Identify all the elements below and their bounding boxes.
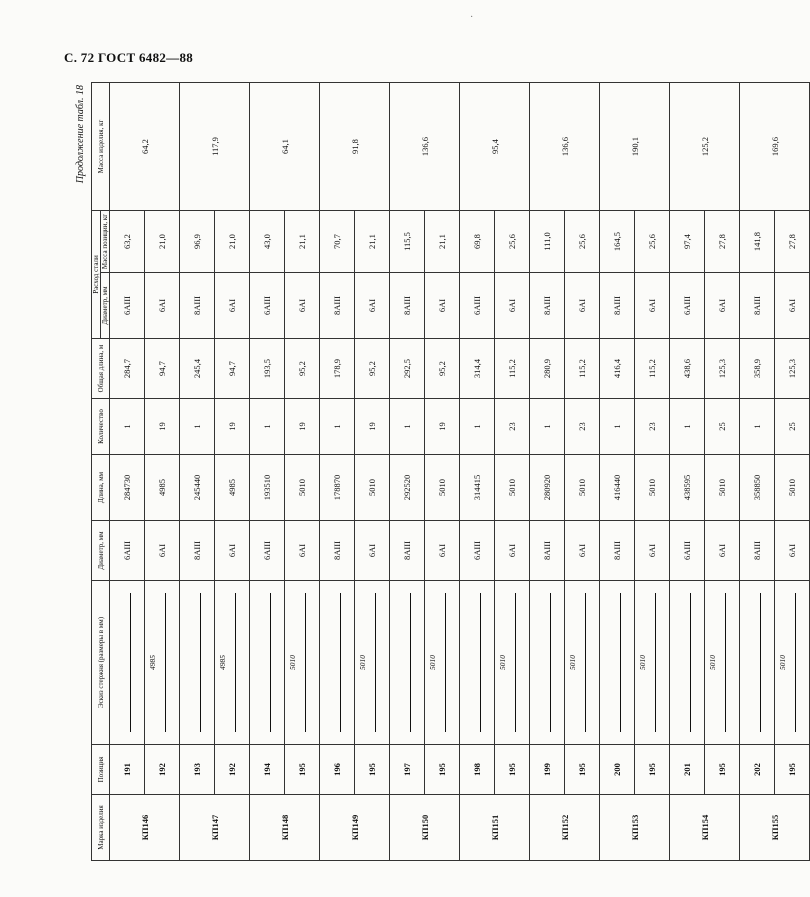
col-length-header: Длина, мм	[92, 455, 110, 521]
total-length-cell: 94,7	[215, 339, 250, 399]
quantity-cell: 23	[635, 399, 670, 455]
quantity-cell: 19	[215, 399, 250, 455]
corner-mark: ·	[470, 12, 474, 23]
steel-diameter-cell: 8АIII	[600, 273, 635, 339]
total-length-cell: 95,2	[355, 339, 390, 399]
rebar-line	[725, 593, 726, 732]
total-length-cell: 245,4	[180, 339, 215, 399]
rebar-sketch	[670, 583, 704, 742]
table-row	[670, 83, 705, 861]
position-cell: 195	[705, 745, 740, 795]
rebar-line	[165, 593, 166, 732]
steel-diameter-cell: 6АI	[775, 273, 810, 339]
length-cell: 284730	[110, 455, 145, 521]
length-cell: 5010	[425, 455, 460, 521]
quantity-cell: 1	[390, 399, 425, 455]
rebar-sketch	[425, 583, 459, 742]
sketch-cell	[565, 581, 600, 745]
length-cell: 5010	[565, 455, 600, 521]
position-cell: 196	[320, 745, 355, 795]
col-quantity-header: Количество	[92, 399, 110, 455]
total-length-cell: 280,9	[530, 339, 565, 399]
product-mass-cell: 125,2	[670, 83, 740, 211]
col-sketch-header: Эскиз стержня (размеры в мм)	[92, 581, 110, 745]
quantity-cell: 19	[425, 399, 460, 455]
position-mass-cell: 21,1	[285, 211, 320, 273]
diameter-cell: 6АI	[285, 521, 320, 581]
col-product-mass-header: Масса изделия, кг	[92, 83, 110, 211]
product-mass-cell: 64,1	[250, 83, 320, 211]
sketch-dimension: 4985	[148, 655, 158, 670]
diameter-cell: 8АIII	[530, 521, 565, 581]
sketch-cell	[600, 581, 635, 745]
total-length-cell: 125,3	[775, 339, 810, 399]
rebar-sketch	[565, 583, 599, 742]
steel-diameter-cell: 6АI	[355, 273, 390, 339]
position-mass-cell: 164,5	[600, 211, 635, 273]
total-length-cell: 95,2	[285, 339, 320, 399]
total-length-cell: 358,9	[740, 339, 775, 399]
quantity-cell: 19	[285, 399, 320, 455]
position-mass-cell: 25,6	[635, 211, 670, 273]
rebar-sketch	[180, 583, 214, 742]
rebar-line	[410, 593, 411, 732]
rebar-line	[585, 593, 586, 732]
rebar-line	[200, 593, 201, 732]
rebar-line	[130, 593, 131, 732]
length-cell: 5010	[495, 455, 530, 521]
position-cell: 198	[460, 745, 495, 795]
col-diameter-header: Диаметр, мм	[92, 521, 110, 581]
steel-diameter-cell: 6АI	[565, 273, 600, 339]
sketch-dimension: 4985	[218, 655, 228, 670]
product-mass-cell: 169,6	[740, 83, 810, 211]
diameter-cell: 6АI	[425, 521, 460, 581]
diameter-cell: 6АI	[705, 521, 740, 581]
diameter-cell: 6АIII	[250, 521, 285, 581]
product-mark: КП150	[390, 795, 460, 861]
sketch-dimension: 5010	[638, 655, 648, 670]
sketch-cell	[110, 581, 145, 745]
rebar-sketch	[775, 583, 809, 742]
total-length-cell: 438,6	[670, 339, 705, 399]
diameter-cell: 8АIII	[390, 521, 425, 581]
steel-diameter-cell: 8АIII	[320, 273, 355, 339]
position-cell: 192	[145, 745, 180, 795]
product-mass-cell: 95,4	[460, 83, 530, 211]
table-row	[600, 83, 635, 861]
product-mark: КП147	[180, 795, 250, 861]
rebar-sketch	[530, 583, 564, 742]
position-cell: 200	[600, 745, 635, 795]
sketch-cell	[250, 581, 285, 745]
diameter-cell: 6АI	[635, 521, 670, 581]
total-length-cell: 284,7	[110, 339, 145, 399]
table-row	[740, 83, 775, 861]
col-steel-group-header: Расход стали	[92, 211, 101, 339]
steel-diameter-cell: 6АI	[145, 273, 180, 339]
length-cell: 280920	[530, 455, 565, 521]
position-mass-cell: 21,0	[215, 211, 250, 273]
table-body	[110, 83, 810, 861]
product-mark: КП146	[110, 795, 180, 861]
diameter-cell: 6АI	[495, 521, 530, 581]
position-mass-cell: 96,9	[180, 211, 215, 273]
rebar-sketch	[285, 583, 319, 742]
position-mass-cell: 63,2	[110, 211, 145, 273]
table-caption: Продолжение табл. 18	[75, 85, 86, 184]
steel-diameter-cell: 6АI	[215, 273, 250, 339]
table-row	[390, 83, 425, 861]
diameter-cell: 8АIII	[180, 521, 215, 581]
diameter-cell: 8АIII	[740, 521, 775, 581]
rebar-line	[480, 593, 481, 732]
length-cell: 4985	[145, 455, 180, 521]
rebar-line	[235, 593, 236, 732]
position-cell: 192	[215, 745, 250, 795]
page-header: С. 72 ГОСТ 6482—88	[64, 50, 194, 65]
sketch-cell	[705, 581, 740, 745]
length-cell: 5010	[285, 455, 320, 521]
sketch-cell	[425, 581, 460, 745]
sketch-cell	[635, 581, 670, 745]
sketch-cell	[390, 581, 425, 745]
position-cell: 202	[740, 745, 775, 795]
rebar-sketch	[215, 583, 249, 742]
quantity-cell: 1	[600, 399, 635, 455]
rebar-sketch	[460, 583, 494, 742]
diameter-cell: 6АI	[145, 521, 180, 581]
quantity-cell: 25	[705, 399, 740, 455]
header-row-1	[92, 83, 101, 861]
quantity-cell: 25	[775, 399, 810, 455]
rebar-sketch	[705, 583, 739, 742]
total-length-cell: 125,3	[705, 339, 740, 399]
quantity-cell: 19	[355, 399, 390, 455]
table-row	[250, 83, 285, 861]
length-cell: 193510	[250, 455, 285, 521]
rebar-sketch	[355, 583, 389, 742]
product-mark: КП151	[460, 795, 530, 861]
length-cell: 5010	[355, 455, 390, 521]
total-length-cell: 416,4	[600, 339, 635, 399]
rebar-sketch	[740, 583, 774, 742]
steel-diameter-cell: 8АIII	[390, 273, 425, 339]
quantity-cell: 1	[180, 399, 215, 455]
rebar-sketch	[390, 583, 424, 742]
total-length-cell: 115,2	[635, 339, 670, 399]
sketch-cell	[320, 581, 355, 745]
position-mass-cell: 70,7	[320, 211, 355, 273]
steel-diameter-cell: 8АIII	[180, 273, 215, 339]
position-cell: 197	[390, 745, 425, 795]
table-row	[530, 83, 565, 861]
sketch-cell	[775, 581, 810, 745]
position-cell: 195	[285, 745, 320, 795]
steel-diameter-cell: 8АIII	[530, 273, 565, 339]
steel-diameter-cell: 6АIII	[250, 273, 285, 339]
position-mass-cell: 111,0	[530, 211, 565, 273]
quantity-cell: 1	[740, 399, 775, 455]
product-mark: КП152	[530, 795, 600, 861]
sketch-cell	[285, 581, 320, 745]
steel-diameter-cell: 6АI	[705, 273, 740, 339]
total-length-cell: 314,4	[460, 339, 495, 399]
sketch-dimension: 5010	[708, 655, 718, 670]
rebar-line	[795, 593, 796, 732]
length-cell: 245440	[180, 455, 215, 521]
rebar-line	[550, 593, 551, 732]
position-mass-cell: 21,0	[145, 211, 180, 273]
rebar-sketch	[635, 583, 669, 742]
position-mass-cell: 21,1	[425, 211, 460, 273]
position-mass-cell: 141,8	[740, 211, 775, 273]
rebar-sketch	[495, 583, 529, 742]
sketch-cell	[145, 581, 180, 745]
steel-diameter-cell: 6АI	[495, 273, 530, 339]
table-row	[110, 83, 145, 861]
quantity-cell: 23	[495, 399, 530, 455]
position-mass-cell: 27,8	[705, 211, 740, 273]
length-cell: 5010	[705, 455, 740, 521]
total-length-cell: 292,5	[390, 339, 425, 399]
steel-diameter-cell: 6АIII	[670, 273, 705, 339]
length-cell: 5010	[635, 455, 670, 521]
rebar-line	[445, 593, 446, 732]
diameter-cell: 6АI	[565, 521, 600, 581]
length-cell: 5010	[775, 455, 810, 521]
position-cell: 191	[110, 745, 145, 795]
diameter-cell: 6АIII	[460, 521, 495, 581]
total-length-cell: 115,2	[565, 339, 600, 399]
product-mass-cell: 64,2	[110, 83, 180, 211]
sketch-cell	[740, 581, 775, 745]
position-mass-cell: 27,8	[775, 211, 810, 273]
steel-diameter-cell: 6АIII	[110, 273, 145, 339]
quantity-cell: 1	[110, 399, 145, 455]
steel-diameter-cell: 6АI	[285, 273, 320, 339]
product-mark: КП155	[740, 795, 810, 861]
position-cell: 199	[530, 745, 565, 795]
quantity-cell: 1	[460, 399, 495, 455]
diameter-cell: 8АIII	[600, 521, 635, 581]
rebar-table	[91, 82, 810, 861]
total-length-cell: 178,9	[320, 339, 355, 399]
length-cell: 178870	[320, 455, 355, 521]
rebar-line	[305, 593, 306, 732]
position-cell: 195	[635, 745, 670, 795]
length-cell: 4985	[215, 455, 250, 521]
steel-diameter-cell: 6АI	[425, 273, 460, 339]
col-steel-diameter-header: Диаметр, мм	[101, 273, 110, 339]
product-mass-cell: 91,8	[320, 83, 390, 211]
steel-diameter-cell: 6АIII	[460, 273, 495, 339]
sketch-cell	[355, 581, 390, 745]
table-row	[180, 83, 215, 861]
total-length-cell: 115,2	[495, 339, 530, 399]
sketch-dimension: 5010	[288, 655, 298, 670]
sketch-dimension: 5010	[778, 655, 788, 670]
rebar-line	[340, 593, 341, 732]
product-mass-cell: 117,9	[180, 83, 250, 211]
rebar-line	[690, 593, 691, 732]
position-cell: 194	[250, 745, 285, 795]
total-length-cell: 193,5	[250, 339, 285, 399]
position-mass-cell: 25,6	[565, 211, 600, 273]
quantity-cell: 1	[670, 399, 705, 455]
quantity-cell: 23	[565, 399, 600, 455]
position-mass-cell: 25,6	[495, 211, 530, 273]
quantity-cell: 19	[145, 399, 180, 455]
product-mass-cell: 136,6	[390, 83, 460, 211]
position-mass-cell: 97,4	[670, 211, 705, 273]
diameter-cell: 6АIII	[110, 521, 145, 581]
product-mark: КП148	[250, 795, 320, 861]
diameter-cell: 6АI	[775, 521, 810, 581]
sketch-dimension: 5010	[498, 655, 508, 670]
length-cell: 438595	[670, 455, 705, 521]
sketch-cell	[180, 581, 215, 745]
col-total-length-header: Общая длина, м	[92, 339, 110, 399]
position-cell: 195	[355, 745, 390, 795]
position-cell: 193	[180, 745, 215, 795]
quantity-cell: 1	[250, 399, 285, 455]
position-mass-cell: 43,0	[250, 211, 285, 273]
diameter-cell: 8АIII	[320, 521, 355, 581]
table-row	[460, 83, 495, 861]
length-cell: 358850	[740, 455, 775, 521]
sketch-cell	[495, 581, 530, 745]
product-mark: КП154	[670, 795, 740, 861]
sketch-cell	[215, 581, 250, 745]
rebar-line	[655, 593, 656, 732]
rebar-sketch	[145, 583, 179, 742]
steel-diameter-cell: 8АIII	[740, 273, 775, 339]
position-cell: 195	[495, 745, 530, 795]
length-cell: 314415	[460, 455, 495, 521]
steel-diameter-cell: 6АI	[635, 273, 670, 339]
position-cell: 195	[425, 745, 460, 795]
total-length-cell: 94,7	[145, 339, 180, 399]
quantity-cell: 1	[530, 399, 565, 455]
position-cell: 195	[565, 745, 600, 795]
product-mass-cell: 136,6	[530, 83, 600, 211]
product-mass-cell: 190,1	[600, 83, 670, 211]
sketch-cell	[460, 581, 495, 745]
diameter-cell: 6АIII	[670, 521, 705, 581]
sketch-dimension: 5010	[358, 655, 368, 670]
table-viewport	[75, 83, 798, 861]
total-length-cell: 95,2	[425, 339, 460, 399]
rebar-sketch	[110, 583, 144, 742]
position-cell: 201	[670, 745, 705, 795]
rebar-line	[760, 593, 761, 732]
col-position-mass-header: Масса позиции, кг	[101, 211, 110, 273]
position-mass-cell: 21,1	[355, 211, 390, 273]
diameter-cell: 6АI	[215, 521, 250, 581]
sketch-dimension: 5010	[568, 655, 578, 670]
col-position-header: Позиция	[92, 745, 110, 795]
position-mass-cell: 69,8	[460, 211, 495, 273]
length-cell: 292520	[390, 455, 425, 521]
sketch-cell	[530, 581, 565, 745]
length-cell: 416440	[600, 455, 635, 521]
rebar-line	[375, 593, 376, 732]
rebar-sketch	[320, 583, 354, 742]
sketch-cell	[670, 581, 705, 745]
rebar-sketch	[250, 583, 284, 742]
product-mark: КП153	[600, 795, 670, 861]
quantity-cell: 1	[320, 399, 355, 455]
sketch-dimension: 5010	[428, 655, 438, 670]
position-mass-cell: 115,5	[390, 211, 425, 273]
product-mark: КП149	[320, 795, 390, 861]
rebar-line	[270, 593, 271, 732]
rotated-table-area	[75, 83, 798, 861]
col-mark-header: Марка изделия	[92, 795, 110, 861]
diameter-cell: 6АI	[355, 521, 390, 581]
position-cell: 195	[775, 745, 810, 795]
rebar-sketch	[600, 583, 634, 742]
rebar-line	[515, 593, 516, 732]
rebar-line	[620, 593, 621, 732]
table-row	[320, 83, 355, 861]
